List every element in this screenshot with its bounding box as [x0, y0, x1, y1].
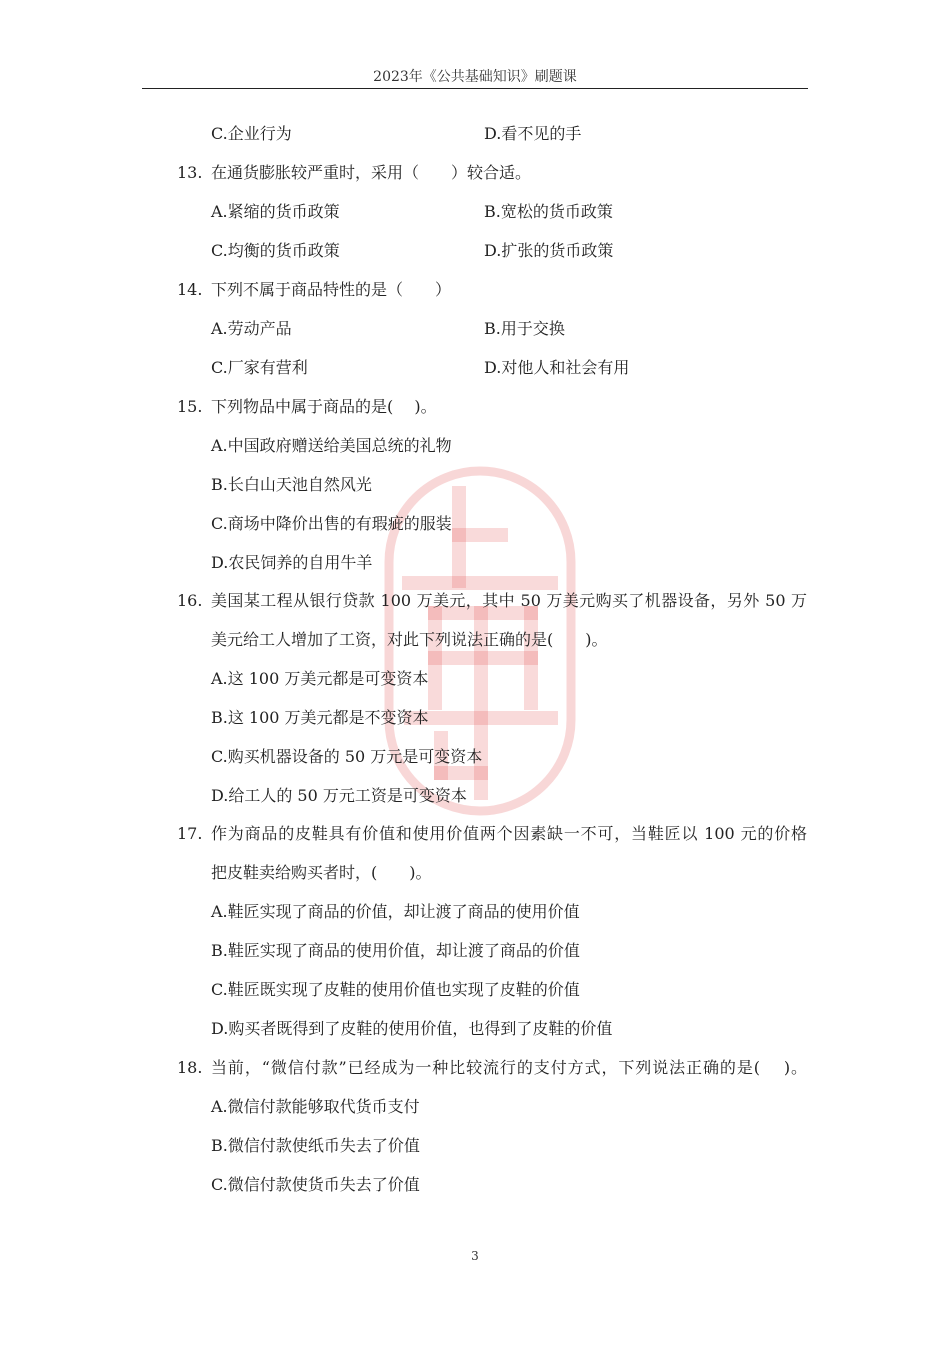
- question-number: 17.: [177, 824, 203, 843]
- question-number: 14.: [177, 280, 203, 299]
- question-text: 当前，“微信付款”已经成为一种比较流行的支付方式，下列说法正确的是( )。: [211, 1058, 807, 1077]
- option-c: C.厂家有营利: [211, 358, 308, 377]
- question-number: 13.: [177, 163, 203, 182]
- question-number: 16.: [177, 591, 203, 610]
- option-b: B.宽松的货币政策: [484, 202, 613, 221]
- question-text: 下列物品中属于商品的是( )。: [211, 397, 437, 416]
- option-a: A.微信付款能够取代货币支付: [211, 1097, 420, 1116]
- option-b: B.这 100 万美元都是不变资本: [211, 708, 429, 727]
- option-d: D.农民饲养的自用牛羊: [211, 553, 373, 572]
- question-text-line-2: 美元给工人增加了工资，对此下列说法正确的是( )。: [211, 630, 608, 649]
- option-a: A.紧缩的货币政策: [211, 202, 340, 221]
- question-text-line-1: 美国某工程从银行贷款 100 万美元，其中 50 万美元购买了机器设备，另外 50 万: [211, 591, 807, 610]
- option-a: A.这 100 万美元都是可变资本: [211, 669, 429, 688]
- option-c: C.微信付款使货币失去了价值: [211, 1175, 420, 1194]
- option-c: C.商场中降价出售的有瑕疵的服装: [211, 514, 452, 533]
- question-text-line-1: 作为商品的皮鞋具有价值和使用价值两个因素缺一不可，当鞋匠以 100 元的价格: [211, 824, 807, 843]
- question-number: 15.: [177, 397, 203, 416]
- option-d: D.看不见的手: [484, 124, 582, 143]
- question-text: 下列不属于商品特性的是（ ）: [211, 280, 452, 299]
- option-a: A.鞋匠实现了商品的价值，却让渡了商品的使用价值: [211, 902, 580, 921]
- page-header-title: 2023年《公共基础知识》刷题课: [373, 69, 577, 85]
- option-d: D.给工人的 50 万元工资是可变资本: [211, 786, 467, 805]
- question-text: 在通货膨胀较严重时，采用（ ）较合适。: [211, 163, 532, 182]
- option-b: B.鞋匠实现了商品的使用价值，却让渡了商品的价值: [211, 941, 580, 960]
- option-b: B.微信付款使纸币失去了价值: [211, 1136, 420, 1155]
- option-b: B.长白山天池自然风光: [211, 475, 372, 494]
- option-c: C.鞋匠既实现了皮鞋的使用价值也实现了皮鞋的价值: [211, 980, 580, 999]
- option-d: D.购买者既得到了皮鞋的使用价值，也得到了皮鞋的价值: [211, 1019, 613, 1038]
- option-d: D.扩张的货币政策: [484, 241, 614, 260]
- option-c: C.企业行为: [211, 124, 292, 143]
- option-c: C.购买机器设备的 50 万元是可变资本: [211, 747, 483, 766]
- option-a: A.劳动产品: [211, 319, 292, 338]
- option-c: C.均衡的货币政策: [211, 241, 340, 260]
- option-d: D.对他人和社会有用: [484, 358, 630, 377]
- option-a: A.中国政府赠送给美国总统的礼物: [211, 436, 452, 455]
- question-text-line-2: 把皮鞋卖给购买者时，( )。: [211, 863, 432, 882]
- option-b: B.用于交换: [484, 319, 565, 338]
- question-number: 18.: [177, 1058, 203, 1077]
- page-number: 3: [471, 1249, 479, 1263]
